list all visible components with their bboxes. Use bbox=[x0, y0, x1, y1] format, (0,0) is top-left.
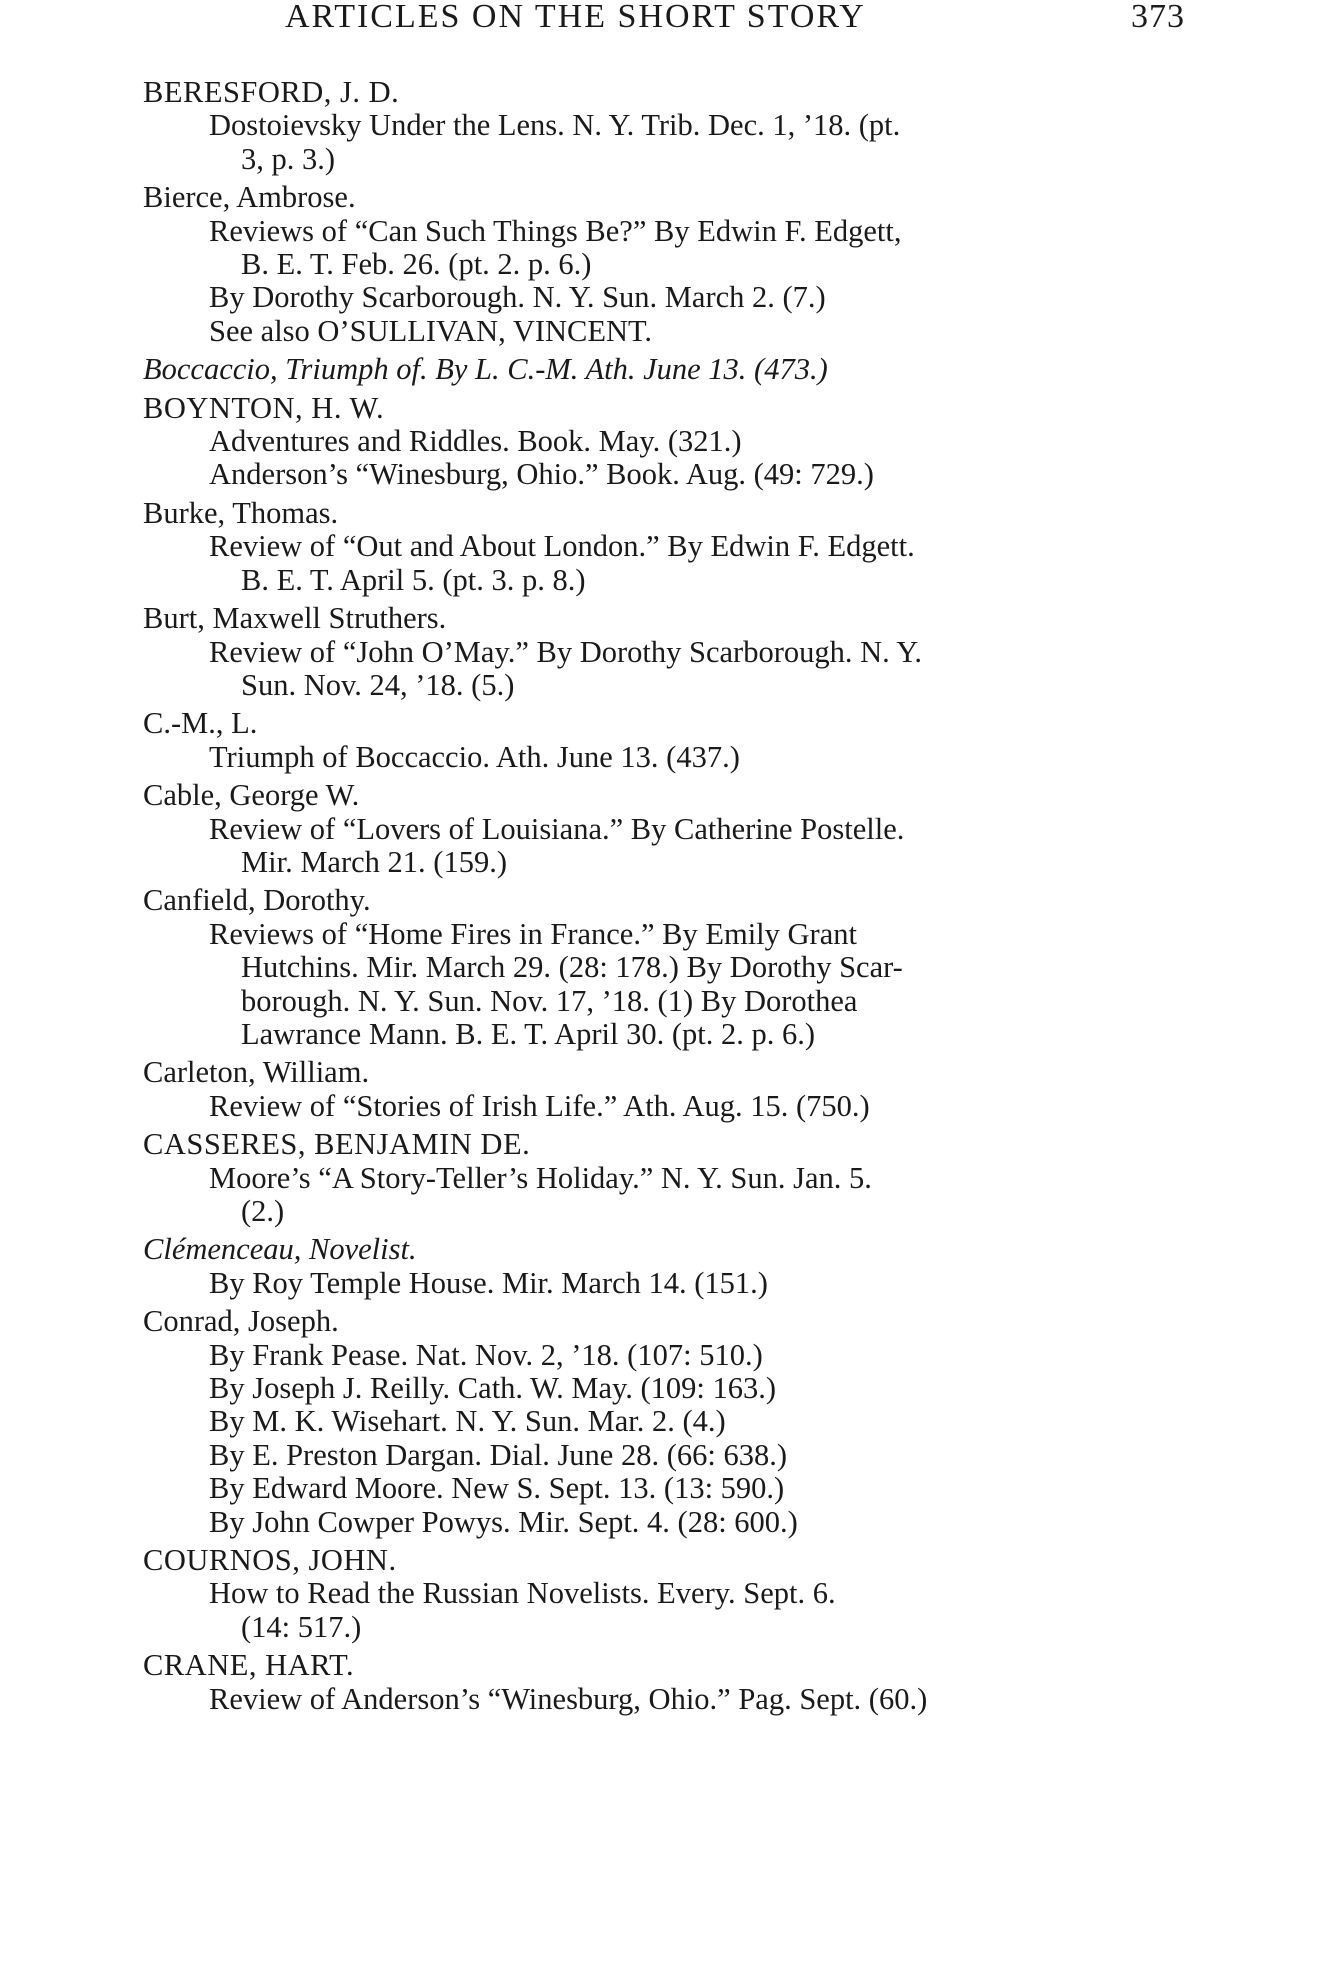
entry-heading: Canfield, Dorothy. bbox=[143, 883, 371, 918]
entry-heading: COURNOS, JOHN. bbox=[143, 1543, 397, 1578]
entry-heading: Boccaccio, Triumph of. By L. C.-M. Ath. June 13. (473.) bbox=[143, 352, 828, 387]
bibliography-entry bbox=[143, 1128, 1183, 1228]
entry-heading: Conrad, Joseph. bbox=[143, 1304, 339, 1339]
entry-citation-line: Reviews of “Can Such Things Be?” By Edwin F. Edgett, bbox=[209, 213, 902, 248]
entry-citation-line: 3, p. 3.) bbox=[241, 141, 336, 176]
entry-citation-line: Sun. Nov. 24, ’18. (5.) bbox=[241, 667, 515, 702]
entry-citation-line: By Roy Temple House. Mir. March 14. (151.) bbox=[209, 1265, 768, 1300]
entry-citation-line: Anderson’s “Winesburg, Ohio.” Book. Aug. (49: 729.) bbox=[209, 457, 874, 492]
entry-citation-line: B. E. T. April 5. (pt. 3. p. 8.) bbox=[241, 562, 586, 597]
bibliography-entry bbox=[143, 181, 1183, 348]
entry-citation-line: Dostoievsky Under the Lens. N. Y. Trib. Dec. 1, ’18. (pt. bbox=[209, 108, 901, 143]
bibliography-entry bbox=[143, 1544, 1183, 1644]
entry-citation-line: Moore’s “A Story-Teller’s Holiday.” N. Y. Sun. Jan. 5. bbox=[209, 1160, 872, 1195]
entry-citation-line: borough. N. Y. Sun. Nov. 17, ’18. (1) By Dorothea bbox=[241, 983, 858, 1018]
entry-heading: Cable, George W. bbox=[143, 778, 360, 813]
entry-citation-line: (14: 517.) bbox=[241, 1609, 362, 1644]
entry-citation-line: Review of Anderson’s “Winesburg, Ohio.” Pag. Sept. (60.) bbox=[209, 1681, 928, 1716]
entry-citation-line: By E. Preston Dargan. Dial. June 28. (66: 638.) bbox=[209, 1437, 788, 1472]
entry-citation-line: Review of “John O’May.” By Dorothy Scarborough. N. Y. bbox=[209, 634, 922, 669]
entry-heading: Clémenceau, Novelist. bbox=[143, 1232, 417, 1267]
entry-heading: C.-M., L. bbox=[143, 706, 258, 741]
entry-citation-line: By Edward Moore. New S. Sept. 13. (13: 590.) bbox=[209, 1471, 785, 1506]
entry-heading: BOYNTON, H. W. bbox=[143, 390, 385, 425]
entry-citation-line: Lawrance Mann. B. E. T. April 30. (pt. 2. p. 6.) bbox=[241, 1016, 816, 1051]
bibliography-entry bbox=[143, 353, 1183, 386]
bibliography-entry bbox=[143, 884, 1183, 1051]
entry-citation-line: How to Read the Russian Novelists. Every. Sept. 6. bbox=[209, 1576, 836, 1611]
bibliography-entry bbox=[143, 76, 1183, 176]
bibliography-entry bbox=[143, 497, 1183, 597]
entry-citation-line: By John Cowper Powys. Mir. Sept. 4. (28: 600.) bbox=[209, 1504, 798, 1539]
bibliography-entry bbox=[143, 1056, 1183, 1123]
entry-heading: CRANE, HART. bbox=[143, 1648, 355, 1683]
entry-citation-line: By Dorothy Scarborough. N. Y. Sun. March 2. (7.) bbox=[209, 280, 826, 315]
entry-citation-line: Adventures and Riddles. Book. May. (321.) bbox=[209, 424, 742, 459]
entry-citation-line: Review of “Stories of Irish Life.” Ath. Aug. 15. (750.) bbox=[209, 1088, 870, 1123]
bibliography-entry bbox=[143, 602, 1183, 702]
bibliography-entry bbox=[143, 1305, 1183, 1539]
entry-heading: BERESFORD, J. D. bbox=[143, 75, 400, 109]
page-number: 373 bbox=[1131, 0, 1185, 35]
entry-heading: Burke, Thomas. bbox=[143, 495, 339, 530]
entry-citation-line: Review of “Lovers of Louisiana.” By Catherine Postelle. bbox=[209, 811, 905, 846]
entry-citation-line: (2.) bbox=[241, 1194, 285, 1228]
entry-heading: CASSERES, BENJAMIN DE. bbox=[143, 1127, 531, 1162]
bibliography-entries bbox=[143, 76, 1183, 1716]
entry-citation-line: Mir. March 21. (159.) bbox=[241, 844, 507, 879]
running-head bbox=[285, 0, 1185, 42]
bibliography-entry bbox=[143, 707, 1183, 774]
entry-citation-line: By Frank Pease. Nat. Nov. 2, ’18. (107: 510.) bbox=[209, 1337, 763, 1372]
bibliography-entry bbox=[143, 1649, 1183, 1716]
bibliography-entry bbox=[143, 779, 1183, 879]
entry-citation-line: Triumph of Boccaccio. Ath. June 13. (437.) bbox=[209, 739, 740, 774]
entry-citation-line: See also O’SULLIVAN, VINCENT. bbox=[209, 313, 653, 348]
entry-heading: Burt, Maxwell Struthers. bbox=[143, 601, 447, 636]
entry-heading: Carleton, William. bbox=[143, 1055, 370, 1090]
bibliography-entry bbox=[143, 1233, 1183, 1300]
entry-heading: Bierce, Ambrose. bbox=[143, 180, 356, 215]
entry-citation-line: Review of “Out and About London.” By Edwin F. Edgett. bbox=[209, 529, 915, 564]
entry-citation-line: By M. K. Wisehart. N. Y. Sun. Mar. 2. (4.) bbox=[209, 1404, 726, 1439]
entry-citation-line: Reviews of “Home Fires in France.” By Emily Grant bbox=[209, 916, 857, 951]
bibliography-entry bbox=[143, 392, 1183, 492]
entry-citation-line: By Joseph J. Reilly. Cath. W. May. (109: 163.) bbox=[209, 1371, 777, 1406]
entry-citation-line: Hutchins. Mir. March 29. (28: 178.) By Dorothy Scar- bbox=[241, 950, 903, 985]
entry-citation-line: B. E. T. Feb. 26. (pt. 2. p. 6.) bbox=[241, 247, 592, 282]
running-head-title: ARTICLES ON THE SHORT STORY bbox=[285, 0, 866, 35]
